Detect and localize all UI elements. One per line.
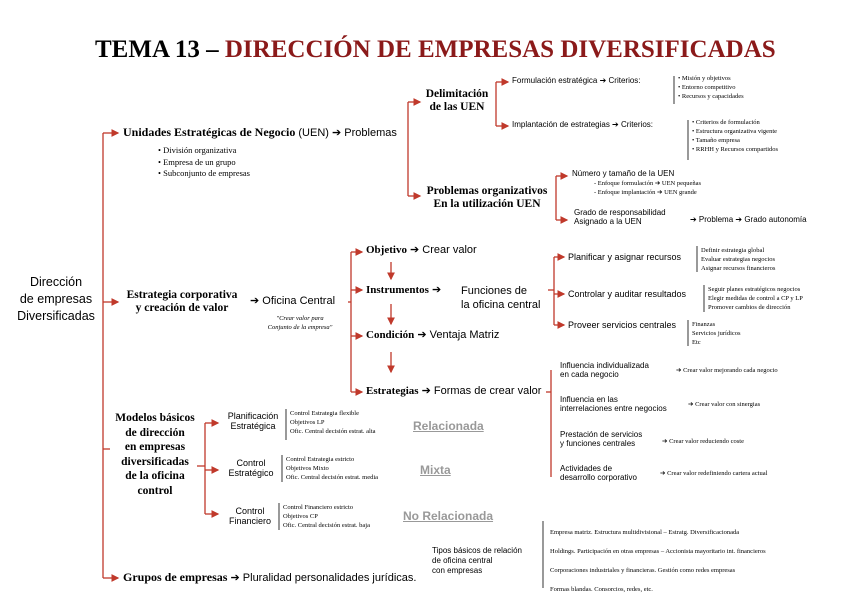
modelo-detail: Ofic. Central decisión estrat. media bbox=[286, 474, 379, 481]
modelo-detail: Objetivos Mixto bbox=[286, 465, 329, 472]
problemas-line-1: Problemas organizativos bbox=[426, 185, 548, 197]
forma-line-2: desarrollo corporativo bbox=[560, 473, 637, 483]
oficina-quote bbox=[250, 314, 350, 332]
tipo-item: Corporaciones industriales y financieras. Gestión como redes empresas bbox=[550, 567, 736, 574]
grupos-bold: Grupos de empresas bbox=[123, 570, 228, 584]
modelo-detail: Control Estrategia flexible bbox=[290, 410, 359, 417]
condicion-bold: Condición bbox=[366, 329, 415, 341]
estrategia-line-2: y creación de valor bbox=[135, 302, 229, 315]
criterion: • Entorno competitivo bbox=[678, 83, 744, 92]
forma-line-1: Prestación de servicios bbox=[560, 430, 643, 439]
modelo-line-2: Estratégica bbox=[230, 421, 276, 432]
delimitacion-node bbox=[418, 88, 496, 114]
tag-mixta: Mixta bbox=[420, 463, 451, 477]
uen-bullet: • Subconjunto de empresas bbox=[158, 168, 250, 180]
tipo-item: Holdings. Participación en otras empresas – Accionista mayoritario int. financieros bbox=[550, 548, 766, 555]
instrumentos-node bbox=[366, 284, 441, 297]
tipos-line: de oficina central bbox=[432, 556, 493, 565]
estrategias-rest: ➔ Formas de crear valor bbox=[418, 385, 542, 397]
modelos-line: control bbox=[137, 484, 173, 497]
page-title bbox=[95, 36, 776, 65]
numero-item: - Enfoque implantación ➔ UEN grande bbox=[594, 189, 697, 196]
modelo-label bbox=[222, 411, 284, 432]
estrategias-bold: Estrategias bbox=[366, 385, 419, 397]
delimitacion-line-1: Delimitación bbox=[425, 88, 489, 100]
root-node bbox=[8, 274, 104, 325]
funcion-item: Elegir medidas de control a CP y LP bbox=[708, 295, 803, 302]
condicion-node bbox=[366, 329, 499, 342]
funcion-item: Etc bbox=[692, 339, 701, 346]
modelo-detail: Control Estrategia estricto bbox=[286, 456, 355, 463]
modelo-line-2: Financiero bbox=[228, 516, 272, 527]
modelos-line: Modelos básicos bbox=[115, 412, 195, 424]
funcion-item: Finanzas bbox=[692, 321, 716, 328]
funcion-label: Proveer servicios centrales bbox=[568, 320, 677, 330]
forma-result: ➔ Crear valor mejorando cada negocio bbox=[676, 367, 778, 374]
title-prefix: TEMA 13 – bbox=[95, 36, 225, 63]
forma-line-1: Actividades de bbox=[560, 464, 613, 473]
funcion-items bbox=[701, 246, 775, 273]
criterion: • Recursos y capacidades bbox=[678, 92, 744, 101]
forma-result: ➔ Crear valor con sinergias bbox=[688, 401, 761, 408]
root-line-1: Dirección bbox=[29, 275, 83, 289]
criterion: • Misión y objetivos bbox=[678, 74, 744, 83]
tipo-item: Empresa matriz. Estructura multidivisional – Estratg. Diversificacionada bbox=[550, 529, 740, 536]
modelo-line-2: Estratégico bbox=[228, 468, 274, 479]
formulacion-criteria bbox=[678, 74, 744, 101]
modelo-line-1: Control bbox=[235, 506, 265, 516]
problemas-node bbox=[418, 185, 556, 211]
uen-heading-bold: Unidades Estratégicas de Negocio bbox=[123, 125, 296, 139]
funcion-item: Asignar recursos financieros bbox=[701, 265, 776, 272]
uen-heading-suffix: (UEN) ➔ Problemas bbox=[298, 127, 397, 139]
formulacion-label: Formulación estratégica ➔ Criterios: bbox=[512, 76, 641, 85]
modelos-heading bbox=[110, 411, 200, 499]
tag-no-relacionada: No Relacionada bbox=[403, 509, 494, 523]
objetivo-bold: Objetivo bbox=[366, 244, 407, 256]
uen-bullet: • División organizativa bbox=[158, 145, 250, 157]
forma-result: ➔ Crear valor reduciendo coste bbox=[662, 438, 744, 445]
forma-line-1: Influencia individualizada bbox=[560, 361, 649, 370]
estrategia-line-1: Estrategia corporativa bbox=[126, 289, 238, 301]
modelo-line-1: Control bbox=[236, 458, 266, 468]
criterion: • Estructura organizativa vigente bbox=[692, 127, 778, 136]
forma-line-2: y funciones centrales bbox=[560, 439, 636, 449]
oficina-central: ➔ Oficina Central bbox=[250, 295, 336, 307]
modelo-line-1: Planificación bbox=[227, 411, 279, 421]
criterion: • Criterios de formulación bbox=[692, 118, 778, 127]
modelo-detail: Objetivos LP bbox=[290, 419, 325, 426]
root-line-2: de empresas bbox=[19, 292, 93, 306]
modelos-line: de dirección bbox=[125, 426, 185, 439]
forma-result: ➔ Crear valor redefiniendo cartera actual bbox=[660, 470, 768, 477]
root-line-3: Diversificadas bbox=[17, 309, 95, 323]
modelo-label bbox=[222, 458, 280, 479]
forma-label bbox=[560, 464, 637, 482]
grupos-heading bbox=[123, 571, 416, 585]
numero-items bbox=[594, 179, 701, 197]
funcion-item: Servicios jurídicos bbox=[692, 330, 741, 337]
funcion-item: Definir estrategia global bbox=[701, 247, 765, 254]
modelo-detail: Ofic. Central decisión estrat. alta bbox=[290, 428, 376, 435]
grupos-rest: ➔ Pluralidad personalidades jurídicas. bbox=[227, 572, 417, 584]
instrumentos-bold: Instrumentos bbox=[366, 284, 429, 296]
implantacion-label: Implantación de estrategias ➔ Criterios: bbox=[512, 120, 653, 129]
funcion-label: Controlar y auditar resultados bbox=[568, 289, 687, 299]
condicion-rest: ➔ Ventaja Matriz bbox=[414, 329, 500, 341]
modelos-line: diversificadas bbox=[121, 455, 189, 468]
grado-label bbox=[574, 208, 666, 226]
quote-line-2: Conjunto de la empresa" bbox=[267, 324, 333, 331]
title-main: DIRECCIÓN DE EMPRESAS DIVERSIFICADAS bbox=[224, 36, 776, 63]
tipo-item: Formas blandas. Consorcios, redes, etc. bbox=[550, 586, 653, 593]
forma-line-1: Influencia en las bbox=[560, 395, 618, 404]
forma-label bbox=[560, 430, 642, 448]
modelo-details bbox=[283, 503, 370, 530]
objetivo-rest: ➔ Crear valor bbox=[406, 244, 477, 256]
funcion-items bbox=[692, 320, 741, 347]
tag-relacionada: Relacionada bbox=[413, 419, 484, 433]
estrategias-node bbox=[366, 385, 541, 398]
uen-heading bbox=[123, 126, 397, 140]
funciones-line-1: Funciones de bbox=[461, 285, 528, 297]
modelos-line: en empresas bbox=[124, 441, 186, 454]
modelo-detail: Control Financiero estricto bbox=[283, 504, 354, 511]
tipos-line: Tipos básicos de relación bbox=[432, 546, 522, 555]
modelo-details bbox=[286, 455, 378, 482]
numero-label: Número y tamaño de la UEN bbox=[572, 169, 675, 178]
modelo-detail: Ofic. Central decisión estrat. baja bbox=[283, 522, 370, 529]
uen-bullets bbox=[158, 145, 250, 180]
criterion: • Tamaño empresa bbox=[692, 136, 778, 145]
modelo-label bbox=[222, 506, 278, 527]
criterion: • RRHH y Recursos compartidos bbox=[692, 145, 778, 154]
tipos-relacion bbox=[432, 546, 522, 576]
implantacion-criteria bbox=[692, 118, 778, 154]
funcion-items bbox=[708, 285, 803, 312]
funciones-line-2: la oficina central bbox=[461, 299, 541, 311]
modelos-line: de la oficina bbox=[125, 470, 185, 483]
estrategia-heading bbox=[120, 289, 244, 315]
funciones-oficina bbox=[461, 284, 541, 312]
tipos-lista bbox=[550, 523, 766, 599]
funcion-label: Planificar y asignar recursos bbox=[568, 252, 682, 262]
numero-item: - Enfoque formulación ➔ UEN pequeñas bbox=[594, 180, 702, 187]
forma-label bbox=[560, 395, 667, 413]
modelo-details bbox=[290, 409, 376, 436]
tipos-line: con empresas bbox=[432, 566, 483, 575]
funcion-item: Seguir planes estratégicos negocios bbox=[708, 286, 801, 293]
problemas-line-2: En la utilización UEN bbox=[433, 198, 541, 211]
uen-bullet: • Empresa de un grupo bbox=[158, 157, 250, 169]
quote-line-1: "Crear valor para bbox=[276, 315, 324, 322]
delimitacion-line-2: de las UEN bbox=[429, 101, 485, 114]
grado-result: ➔ Problema ➔ Grado autonomía bbox=[690, 215, 807, 224]
funcion-item: Promover cambios de dirección bbox=[708, 304, 791, 311]
grado-line-1: Grado de responsabilidad bbox=[574, 208, 666, 217]
grado-line-2: Asignado a la UEN bbox=[574, 217, 642, 227]
objetivo-node bbox=[366, 244, 477, 257]
instrumentos-arrow: ➔ bbox=[428, 284, 442, 296]
modelo-detail: Objetivos CP bbox=[283, 513, 318, 520]
forma-line-2: interrelaciones entre negocios bbox=[560, 404, 667, 414]
funcion-item: Evaluar estrategias negocios bbox=[701, 256, 775, 263]
forma-label bbox=[560, 361, 649, 379]
forma-line-2: en cada negocio bbox=[560, 370, 619, 380]
